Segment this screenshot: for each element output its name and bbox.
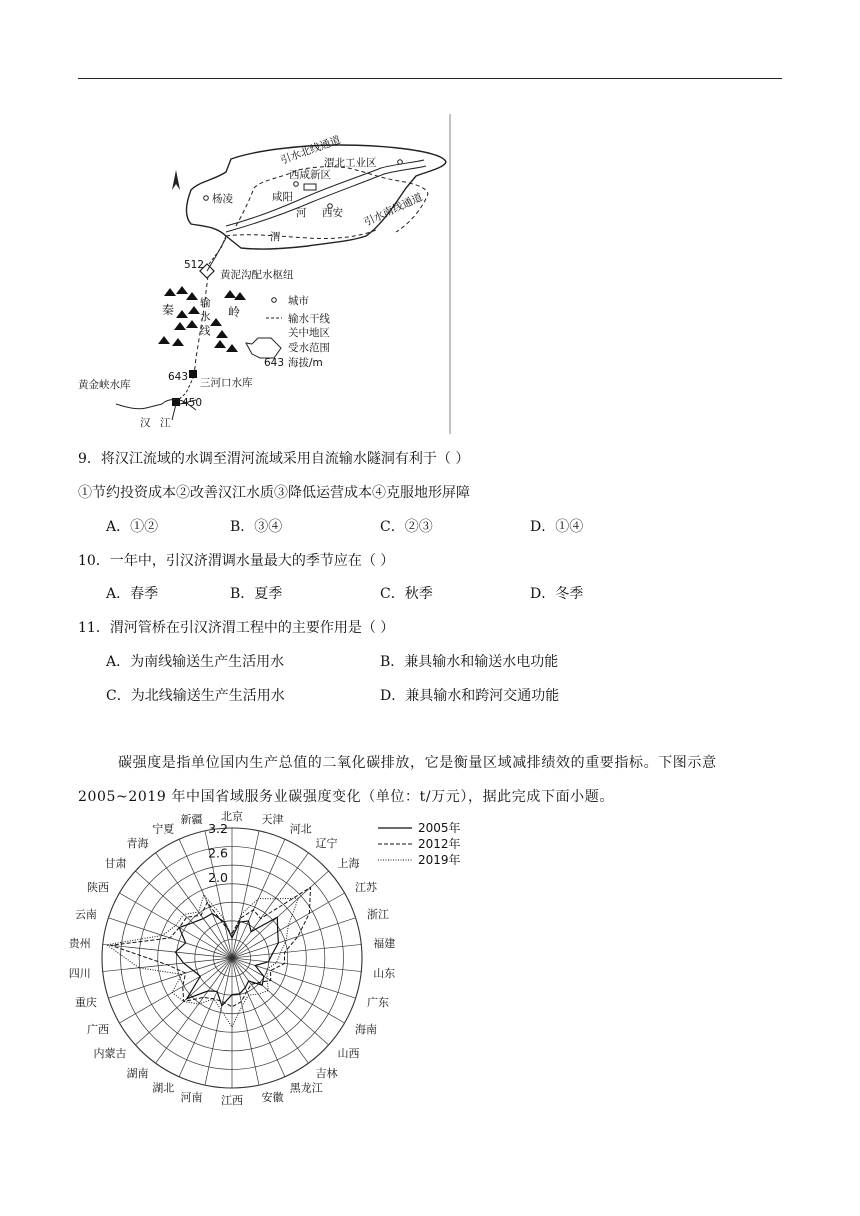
radar-category-label: 天津 — [261, 813, 284, 827]
radar-category-label: 贵州 — [68, 937, 91, 951]
carbon-intensity-radar-chart — [68, 808, 492, 1118]
label-xianyang: 咸阳 — [272, 191, 293, 203]
legend-elev-value: 643 — [264, 357, 285, 369]
hanjiang-weihe-map — [76, 108, 456, 438]
question-9-option-b[interactable]: B．③④ — [230, 519, 283, 535]
radar-category-label: 北京 — [221, 810, 243, 823]
radar-spoke — [232, 958, 356, 998]
radar-tick-label: 3.2 — [208, 821, 228, 836]
radar-spoke — [232, 918, 356, 958]
radar-category-label: 四川 — [68, 966, 91, 980]
label-yangling: 杨凌 — [212, 193, 233, 205]
radar-category-label: 陕西 — [87, 881, 110, 894]
intro-line-1: 碳强度是指单位国内生产总值的二氧化碳排放，它是衡量区域减排绩效的重要指标。下图示意 — [118, 755, 717, 771]
north-trunk-line — [236, 167, 428, 232]
question-9-option-c[interactable]: C．②③ — [380, 519, 433, 535]
legend-label-2012年: 2012年 — [418, 837, 461, 851]
radar-spoke — [108, 958, 232, 998]
radar-series — [107, 887, 311, 1027]
label-huangnigou: 黄泥沟配水枢纽 — [220, 269, 294, 281]
legend-city: 城市 — [288, 295, 309, 307]
label-elev-512: 512 — [184, 259, 205, 271]
radar-category-label: 新疆 — [180, 813, 203, 827]
radar-category-label: 吉林 — [315, 1066, 338, 1080]
label-xian: 西安 — [322, 207, 343, 219]
radar-category-label: 宁夏 — [152, 822, 175, 836]
legend-region-2: 受水范围 — [288, 342, 330, 354]
question-11-option-d[interactable]: D．兼具输水和跨河交通功能 — [380, 688, 560, 704]
radar-category-label: 海南 — [354, 1023, 377, 1036]
question-10-option-d[interactable]: D．冬季 — [530, 586, 584, 602]
legend-label-2005年: 2005年 — [418, 821, 461, 835]
radar-category-label: 江苏 — [354, 881, 377, 894]
label-elev-643: 643 — [168, 371, 189, 383]
radar-category-label: 云南 — [74, 908, 97, 922]
north-arrow-icon — [172, 170, 180, 190]
question-11-stem: 11．渭河管桥在引汉济渭工程中的主要作用是（ ） — [78, 620, 395, 636]
top-rule — [78, 78, 782, 79]
radar-category-label: 安徽 — [261, 1090, 284, 1104]
radar-tick-label: 2.6 — [208, 845, 228, 861]
question-9-stem: 9．将汉江流域的水调至渭河流域采用自流输水隧洞有利于（ ） — [78, 451, 470, 467]
question-10-stem: 10．一年中，引汉济渭调水量最大的季节应在（ ） — [78, 553, 395, 569]
label-elev-450: 450 — [182, 397, 203, 409]
legend-label-2019年: 2019年 — [418, 853, 461, 867]
radar-legend — [378, 820, 461, 867]
radar-category-label: 湖北 — [152, 1081, 175, 1095]
label-river-wei: 渭 — [270, 231, 281, 243]
question-10-option-c[interactable]: C．秋季 — [380, 586, 433, 602]
label-sanhekou: 三河口水库 — [200, 377, 253, 389]
radar-category-label: 黑龙江 — [289, 1081, 323, 1095]
label-north-channel: 引水北线通道 — [278, 133, 343, 167]
question-10-option-b[interactable]: B．夏季 — [230, 586, 283, 602]
radar-category-label: 浙江 — [367, 908, 390, 922]
intro-line-2: 2005~2019 年中国省域服务业碳强度变化（单位：t/万元），据此完成下面小题。 — [78, 789, 614, 805]
question-9-option-a[interactable]: A．①② — [106, 519, 159, 535]
question-9-statements: ①节约投资成本②改善汉江水质③降低运营成本④克服地形屏障 — [78, 485, 470, 501]
radar-category-label: 山西 — [337, 1047, 360, 1061]
label-shui: 水 — [200, 311, 211, 323]
radar-category-label: 山东 — [373, 966, 396, 980]
label-south-channel: 引水南线通道 — [362, 191, 425, 229]
legend-region-1: 关中地区 — [288, 327, 330, 339]
legend-region-swatch — [246, 338, 281, 358]
question-11-option-a[interactable]: A．为南线输送生产生活用水 — [106, 654, 285, 670]
question-10-option-a[interactable]: A．春季 — [106, 586, 159, 602]
label-ling: 岭 — [228, 305, 241, 319]
map-legend — [264, 294, 330, 369]
radar-tick-label: 2.0 — [208, 869, 228, 885]
label-han: 汉 — [140, 417, 151, 429]
radar-category-label: 内蒙古 — [93, 1047, 127, 1061]
question-9-option-d[interactable]: D．①④ — [530, 519, 584, 535]
radar-category-label: 福建 — [373, 937, 396, 951]
radar-category-label: 甘肃 — [104, 856, 127, 870]
radar-grid — [102, 828, 362, 1088]
radar-category-label: 上海 — [337, 856, 360, 870]
question-11-option-b[interactable]: B．兼具输水和输送水电功能 — [380, 654, 559, 670]
radar-category-label: 青海 — [126, 837, 149, 851]
radar-category-label: 河南 — [180, 1090, 203, 1104]
radar-category-label: 广东 — [367, 995, 390, 1009]
radar-category-label: 湖南 — [126, 1066, 149, 1080]
label-weibei: 渭北工业区 — [324, 157, 377, 169]
radar-category-label: 江西 — [221, 1094, 243, 1107]
legend-elev-label: 海拔/m — [288, 357, 323, 369]
radar-category-label: 辽宁 — [315, 837, 338, 851]
label-xixian: 西咸新区 — [289, 169, 331, 181]
label-qin: 秦 — [162, 303, 175, 317]
legend-trunk-line: 输水干线 — [288, 313, 330, 325]
label-jiang: 江 — [160, 417, 171, 429]
radar-category-label: 重庆 — [74, 995, 97, 1009]
label-shu: 输 — [200, 297, 211, 309]
radar-ticks — [208, 821, 228, 885]
label-huangjinxia: 黄金峡水库 — [78, 379, 131, 391]
question-11-option-c[interactable]: C．为北线输送生产生活用水 — [106, 688, 285, 704]
label-river-he: 河 — [296, 207, 307, 219]
radar-category-label: 广西 — [87, 1023, 110, 1036]
radar-category-label: 河北 — [289, 822, 312, 836]
label-xian-line: 线 — [200, 325, 211, 337]
